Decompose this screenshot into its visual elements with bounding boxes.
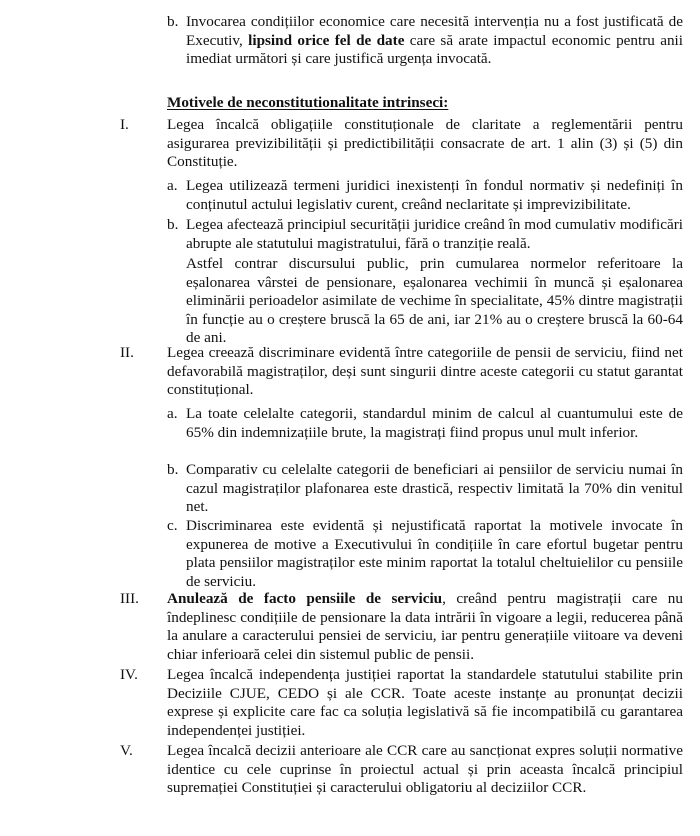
section-numeral: V. (120, 742, 133, 759)
text-segment: , creând pentru magistrații care nu îndeplinesc condițiile de pensionare la data intrării în vigoare a legii, reducerea până la anulare a caracterului pensiei de serviciu, iar pentru generațiile viitoare va deveni chiar inferioară celei din sistemul public de pensii. (167, 590, 683, 663)
section-text: Legea încalcă decizii anterioare ale CCR care au sancționat expres soluții normative identice cu cele cuprinse în proiectul actual și prin aceasta încalcă principiul supremației Constituției și caracterului obligatoriu al deciziilor CCR. (167, 742, 683, 797)
bold-emphasis: Anulează de facto pensiile de serviciu (167, 590, 443, 607)
list-item-label: c. (167, 517, 178, 534)
bold-emphasis: lipsind orice fel de date (248, 31, 405, 49)
section-II (120, 344, 683, 400)
section-I-item-a (167, 177, 683, 214)
section-II-item-b (167, 461, 683, 517)
list-item-label: a. (167, 177, 178, 194)
list-item-text: Legea utilizează termeni juridici inexistenți în fondul normativ și nedefiniți în conținutul actului legislativ curent, creând neclaritate și imprevizibilitate. (186, 177, 683, 213)
section-numeral: I. (120, 116, 129, 133)
section-numeral: IV. (120, 666, 138, 683)
list-item-label: a. (167, 405, 178, 422)
list-item-label: b. (167, 461, 179, 478)
intro-list-item (167, 13, 683, 69)
list-item-text: Comparativ cu celelalte categorii de beneficiari ai pensiilor de serviciu numai în cazul magistraților plafonarea este drastică, respectiv limitată la 70% din venitul net. (186, 461, 683, 516)
section-numeral: III. (120, 590, 139, 607)
list-item-text: La toate celelalte categorii, standardul minim de calcul al cuantumului este de 65% din indemnizațiile brute, la magistrați fiind propus unul mult inferior. (186, 405, 683, 441)
section-III (120, 590, 683, 664)
list-item-text: Legea afectează principiul securității juridice creând în mod cumulativ modificări abrupte ale statutului magistratului, fără o tranziție reală. (186, 216, 683, 252)
section-text (167, 590, 683, 664)
section-text: Legea încalcă obligațiile constituționale de claritate a reglementării pentru asigurarea previzibilității și predictibilității consacrate de art. 1 alin (3) și (5) din Constituție. (167, 116, 683, 171)
section-V (120, 742, 683, 798)
section-I-item-b (167, 216, 683, 253)
section-I-paragraph: Astfel contrar discursului public, prin cumularea normelor referitoare la eșalonarea vârstei de pensionare, eșalonarea vechimii în muncă și eșalonarea eliminării perioadelor asimilate de vechime în specialitate, 45% dintre magistrații în funcție au o creștere bruscă la 65 de ani, iar 21% au o creștere bruscă la 60-64 de ani. (186, 255, 683, 347)
list-item-text (186, 13, 683, 69)
section-I (120, 116, 683, 172)
section-text: Legea încalcă independența justiției raportat la standardele statutului stabilite prin Deciziile CJUE, CEDO și ale CCR. Toate aceste instanțe au pronunțat decizii exprese și explicite care fac ca soluția legislativă să fie incompatibilă cu garantarea independenței justiției. (167, 666, 683, 739)
section-IV (120, 666, 683, 740)
list-item-text: Discriminarea este evidentă și nejustificată raportat la motivele invocate în expunerea de motive a Executivului în condițiile în care efortul bugetar pentru plata pensiilor magistraților este minim raportat la totalul cheltuielilor cu pensiile de serviciu. (186, 517, 683, 590)
text-segment: Invocarea condițiilor economice care necesită intervenția nu a fost justificată de Executiv, (186, 13, 683, 49)
text-segment: care să arate impactul economic pentru anii imediat următori și care justifică urgența invocată. (186, 31, 683, 68)
section-II-item-a (167, 405, 683, 442)
section-text: Legea creează discriminare evidentă între categoriile de pensii de serviciu, fiind net defavorabilă magistraților, deși sunt singurii dintre aceste categorii cu statut garantat constituțional. (167, 344, 683, 399)
section-numeral: II. (120, 344, 134, 361)
section-II-item-c (167, 517, 683, 591)
section-heading: Motivele de neconstitutionalitate intrinseci: (167, 94, 449, 111)
list-item-label: b. (167, 216, 179, 233)
list-item-label: b. (167, 13, 179, 30)
